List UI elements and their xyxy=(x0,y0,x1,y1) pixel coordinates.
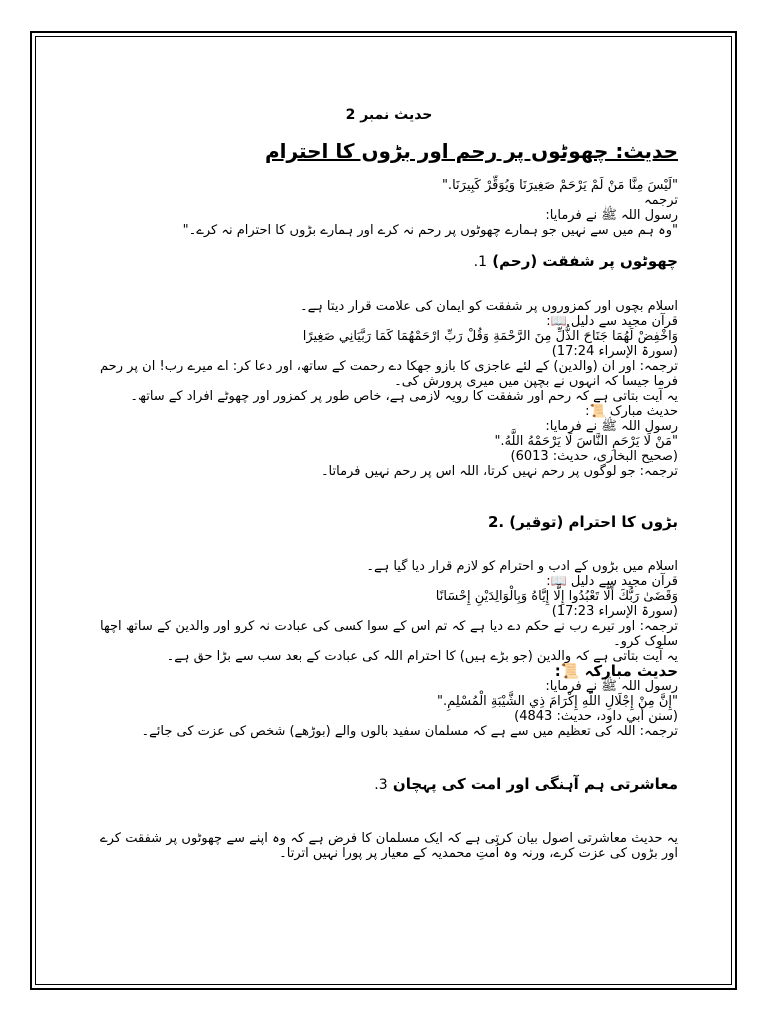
section2-hadith-label: حدیث مبارکہ 📜: xyxy=(554,662,678,680)
section1-quran-translation: ترجمہ: اور ان (والدین) کے لئے عاجزی کا بازو جھکا دے رحمت کے ساتھ، اور دعا کر: اے میرے رب! ان پر رحم فرما جیسا کہ انہوں نے بچپن میں میری پرورش کی۔ xyxy=(100,359,678,389)
section3-number: 3. xyxy=(374,777,388,793)
section1-quran-note: یہ آیت بتاتی ہے کہ رحم اور شفقت کا رویہ لازمی ہے، خاص طور پر کمزور اور چھوٹے افراد کے ساتھ۔ xyxy=(130,389,678,404)
section1-hadith-narrator: رسول اللہ ﷺ نے فرمایا: xyxy=(545,419,678,434)
document-body xyxy=(100,92,678,861)
hadith-number: حدیث نمبر 2 xyxy=(345,107,433,123)
section1-hadith-label: حدیث مبارک 📜: xyxy=(585,404,678,419)
section1-intro: اسلام بچوں اور کمزوروں پر شفقت کو ایمان کی علامت قرار دیتا ہے۔ xyxy=(299,299,678,314)
section1-hadith-translation: ترجمہ: جو لوگوں پر رحم نہیں کرتا، اللہ اس پر رحم نہیں فرماتا۔ xyxy=(320,464,678,479)
intro-translation: "وہ ہم میں سے نہیں جو ہمارے چھوٹوں پر رحم نہ کرے اور ہمارے بڑوں کا احترام نہ کرے۔" xyxy=(182,223,678,238)
section1-hadith-arabic: "مَنْ لَا يَرْحَمِ النَّاسَ لَا يَرْحَمْهُ اللَّهُ." xyxy=(494,434,678,449)
section1-quran-ref: (سورۃ الإسراء 17:24) xyxy=(551,344,678,359)
section2-heading: بڑوں کا احترام (توقیر) .2 xyxy=(487,513,678,531)
intro-arabic: "لَيْسَ مِنَّا مَنْ لَمْ يَرْحَمْ صَغِيرَنَا وَيُوَقِّرْ كَبِيرَنَا." xyxy=(441,178,678,193)
section2-hadith-narrator: رسول اللہ ﷺ نے فرمایا: xyxy=(545,679,678,694)
section1-quran-label: قرآن مجید سے دلیل 📖: xyxy=(546,314,678,329)
section1-number: 1. xyxy=(473,254,488,270)
section1-heading xyxy=(100,253,678,271)
page-title: حدیث: چھوٹوں پر رحم اور بڑوں کا احترام xyxy=(264,139,678,163)
section2-hadith-ref: (سنن أبي داود، حدیث: 4843) xyxy=(514,709,678,724)
section1-hadith-ref: (صحیح البخاری، حدیث: 6013) xyxy=(510,449,678,464)
section2-quran-note: یہ آیت بتاتی ہے کہ والدین (جو بڑے ہیں) کا احترام اللہ کی عبادت کے بعد سب سے بڑا حق ہے۔ xyxy=(166,649,678,664)
section3-heading-text: معاشرتی ہم آہنگی اور امت کی پہچان xyxy=(392,775,678,793)
section3-heading xyxy=(100,776,678,794)
section2-quran-label: قرآن مجید سے دلیل 📖: xyxy=(546,574,678,589)
section2-quran-translation: ترجمہ: اور تیرے رب نے حکم دے دیا ہے کہ تم اس کے سوا کسی کی عبادت نہ کرو اور والدین کے ساتھ اچھا سلوک کرو۔ xyxy=(100,619,678,649)
intro-narrator: رسول اللہ ﷺ نے فرمایا: xyxy=(545,208,678,223)
intro-translation-label: ترجمہ xyxy=(644,193,678,208)
section2-hadith-arabic: "إِنَّ مِنْ إِجْلَالِ اللَّهِ إِكْرَامَ ذِي الشَّيْبَةِ الْمُسْلِمِ." xyxy=(437,694,678,709)
section2-intro: اسلام میں بڑوں کے ادب و احترام کو لازم قرار دیا گیا ہے۔ xyxy=(366,559,678,574)
section2-quran-arabic: وَقَضَىٰ رَبُّكَ أَلَّا تَعْبُدُوا إِلَّا إِيَّاهُ وَبِالْوَالِدَيْنِ إِحْسَانًا xyxy=(435,589,678,604)
section2-hadith-translation: ترجمہ: اللہ کی تعظیم میں سے ہے کہ مسلمان سفید بالوں والے (بوڑھے) شخص کی عزت کی جائے۔ xyxy=(141,724,678,739)
section2-quran-ref: (سورۃ الإسراء 17:23) xyxy=(551,604,678,619)
section3-body: یہ حدیث معاشرتی اصول بیان کرتی ہے کہ ایک مسلمان کا فرض ہے کہ وہ اپنے سے چھوٹوں پر شفقت کرے اور بڑوں کی عزت کرے، ورنہ وہ اُمتِ محمدیہ کے معیار پر پورا نہیں اترتا۔ xyxy=(100,831,678,861)
section1-quran-arabic: وَاخْفِضْ لَهُمَا جَنَاحَ الذُّلِّ مِنَ الرَّحْمَةِ وَقُلْ رَبِّ ارْحَمْهُمَا كَمَا رَبَّيَانِي صَغِيرًا xyxy=(302,329,678,344)
section1-heading-text: چھوٹوں پر شفقت (رحم) xyxy=(492,252,678,270)
